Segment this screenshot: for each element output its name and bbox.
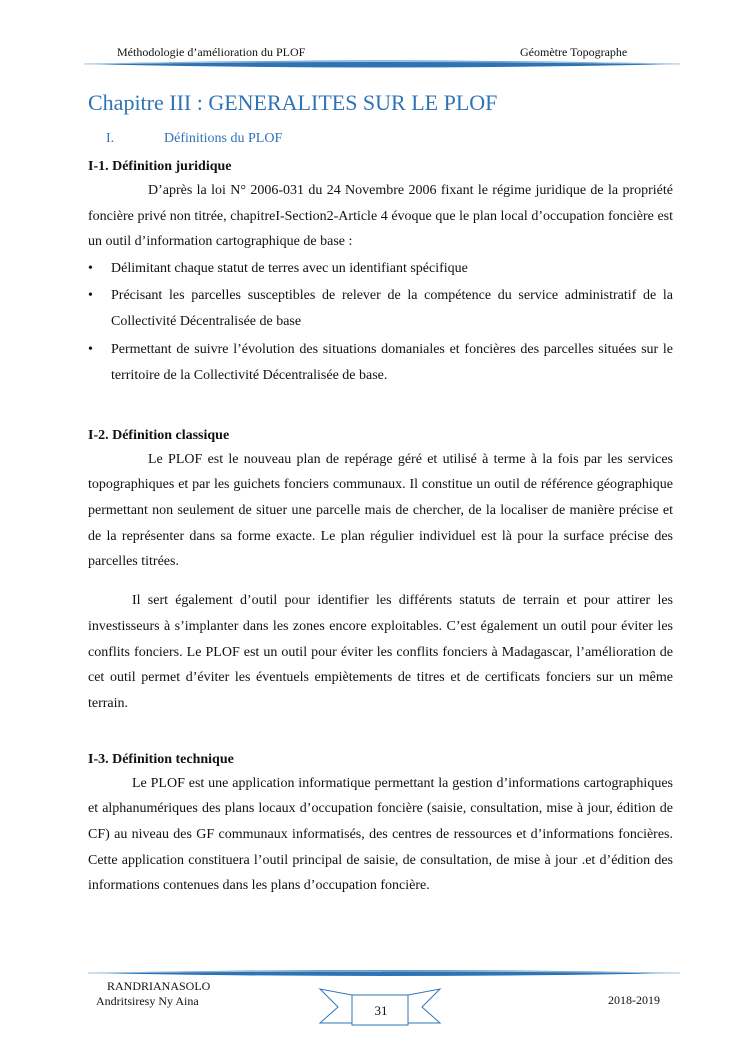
paragraph-classique-2: Il sert également d’outil pour identifier les différents statuts de terrain et pour attirer les investisseurs à s’implanter dans les zones encore exploitables. C’est également un outil pour éviter les conflits fonciers. Le PLOF est un outil pour éviter les conflits fonciers à Madagascar, l’amélioration de cet outil permet d’éviter les éventuels empiètements de titres et de certificats fonciers sur un même terrain. [88,593,673,711]
paragraph-classique-1: Le PLOF est le nouveau plan de repérage géré et utilisé à terme à la fois par les services topographiques et par les guichets fonciers communaux. Il constitue un outil de référence géographique permettant non seulement de situer une parcelle mais de chercher, de la localiser de manière précise et de la représenter dans sa forme exacte. Le plan régulier individuel est là pour la surface précise des parcelles titrées. [88,451,673,570]
section-number: I. [106,131,115,146]
page-footer [0,965,745,1053]
bullet-icon: • [88,261,93,277]
bullet-list [88,256,673,389]
footer-author-firstname: Andritsiresy Ny Aina [96,994,199,1008]
footer-author-name: RANDRIANASOLO [107,979,211,993]
paragraph-technique: Le PLOF est une application informatique permettant la gestion d’informations cartographiques et alphanumériques des plans locaux d’occupation foncière (saisie, consultation, mise à jour, édition de CF) au niveau des GF communaux informatisés, des centres de ressources et d’informations foncières. Cette application constituera l’outil principal de saisie, de consultation, de mise à jour .et d’édition des informations contenues dans les plans d’occupation foncière. [88,775,673,894]
paragraph-juridique-intro: D’après la loi N° 2006-031 du 24 Novembre 2006 fixant le régime juridique de la propriété foncière privé non titrée, chapitreI-Section2-Article 4 évoque que le plan local d’occupation foncière est un outil d’information cartographique de base : [88,183,673,250]
chapter-title: Chapitre III : GENERALITES SUR LE PLOF [88,90,498,115]
list-item: • Délimitant chaque statut de terres avec un identifiant spécifique [88,256,673,282]
page-header [0,42,745,82]
header-document-title: Méthodologie d’amélioration du PLOF [117,45,306,59]
list-item: • Précisant les parcelles susceptibles de relever de la compétence du service administratif de la Collectivité Décentralisée de base [88,283,673,334]
bullet-icon: • [88,287,93,303]
footer-rule [0,965,745,979]
page-number: 31 [374,1003,388,1018]
section-title: Définitions du PLOF [164,131,283,146]
subsection-heading-classique: I-2. Définition classique [88,427,230,443]
page-body [88,88,673,899]
list-item: • Permettant de suivre l’évolution des situations domaniales et foncières des parcelles situées sur le territoire de la Collectivité Décentralisée de base. [88,337,673,388]
footer-year: 2018-2019 [608,993,660,1007]
subsection-heading-technique: I-3. Définition technique [88,751,234,767]
section-heading [88,128,673,150]
subsection-heading-juridique: I-1. Définition juridique [88,159,232,174]
bullet-icon: • [88,342,93,358]
header-rule [0,58,745,70]
header-author-role: Géomètre Topographe [520,45,628,59]
